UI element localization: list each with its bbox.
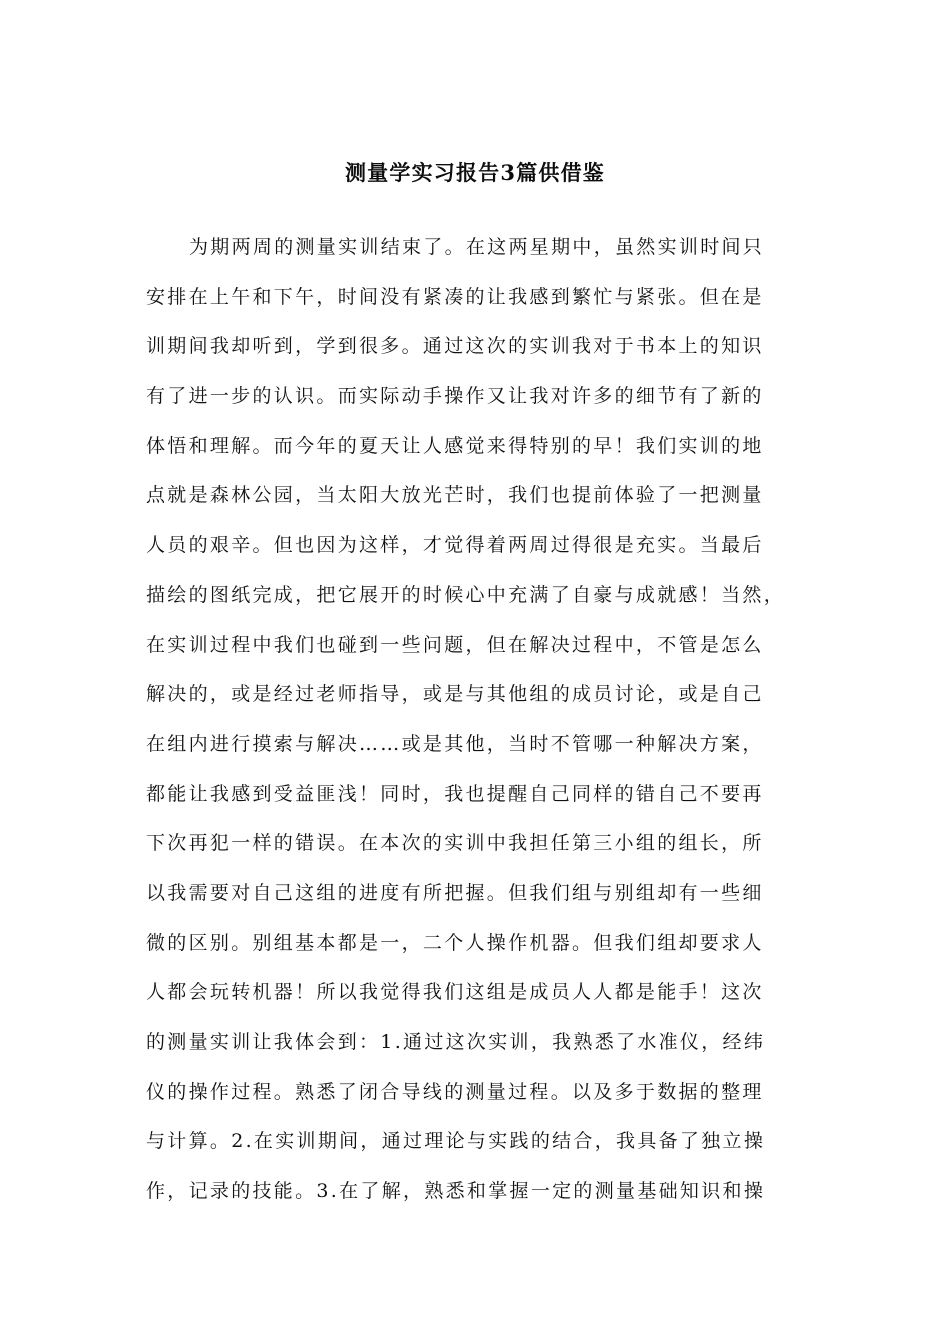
paragraph-line: 仪的操作过程。熟悉了闭合导线的测量过程。以及多于数据的整理 xyxy=(146,1080,764,1103)
paragraph-line: 在实训过程中我们也碰到一些问题，但在解决过程中，不管是怎么 xyxy=(146,633,764,656)
paragraph-line: 描绘的图纸完成，把它展开的时候心中充满了自豪与成就感！当然， xyxy=(146,583,786,606)
paragraph-line: 人员的艰辛。但也因为这样，才觉得着两周过得很是充实。当最后 xyxy=(146,534,764,557)
paragraph-line: 下次再犯一样的错误。在本次的实训中我担任第三小组的组长，所 xyxy=(146,832,764,855)
paragraph-line: 微的区别。别组基本都是一，二个人操作机器。但我们组却要求人 xyxy=(146,931,764,954)
paragraph-line: 安排在上午和下午，时间没有紧凑的让我感到繁忙与紧张。但在是 xyxy=(146,285,764,308)
paragraph-line: 的测量实训让我体会到：1.通过这次实训，我熟悉了水准仪，经纬 xyxy=(146,1031,766,1053)
paragraph-line: 点就是森林公园，当太阳大放光芒时，我们也提前体验了一把测量 xyxy=(146,484,764,507)
paragraph-line: 解决的，或是经过老师指导，或是与其他组的成员讨论，或是自己 xyxy=(146,683,764,706)
paragraph-line: 作，记录的技能。3.在了解，熟悉和掌握一定的测量基础知识和操 xyxy=(146,1180,766,1203)
paragraph-line: 在组内进行摸索与解决……或是其他，当时不管哪一种解决方案， xyxy=(146,732,764,755)
paragraph-line: 有了进一步的认识。而实际动手操作又让我对许多的细节有了新的 xyxy=(146,385,764,408)
paragraph-line: 为期两周的测量实训结束了。在这两星期中，虽然实训时间只 xyxy=(189,236,765,258)
paragraph-line: 以我需要对自己这组的进度有所把握。但我们组与别组却有一些细 xyxy=(146,881,764,904)
document-body xyxy=(146,232,806,1226)
paragraph-line: 都能让我感到受益匪浅！同时，我也提醒自己同样的错自己不要再 xyxy=(146,782,764,805)
paragraph-line: 与计算。2.在实训期间，通过理论与实践的结合，我具备了独立操 xyxy=(146,1130,766,1153)
paragraph-line: 人都会玩转机器！所以我觉得我们这组是成员人人都是能手！这次 xyxy=(146,981,764,1004)
paragraph-line: 训期间我却听到，学到很多。通过这次的实训我对于书本上的知识 xyxy=(146,335,764,358)
document-title: 测量学实习报告3篇供借鉴 xyxy=(344,160,605,185)
paragraph-line: 体悟和理解。而今年的夏天让人感觉来得特别的早！我们实训的地 xyxy=(146,434,764,457)
